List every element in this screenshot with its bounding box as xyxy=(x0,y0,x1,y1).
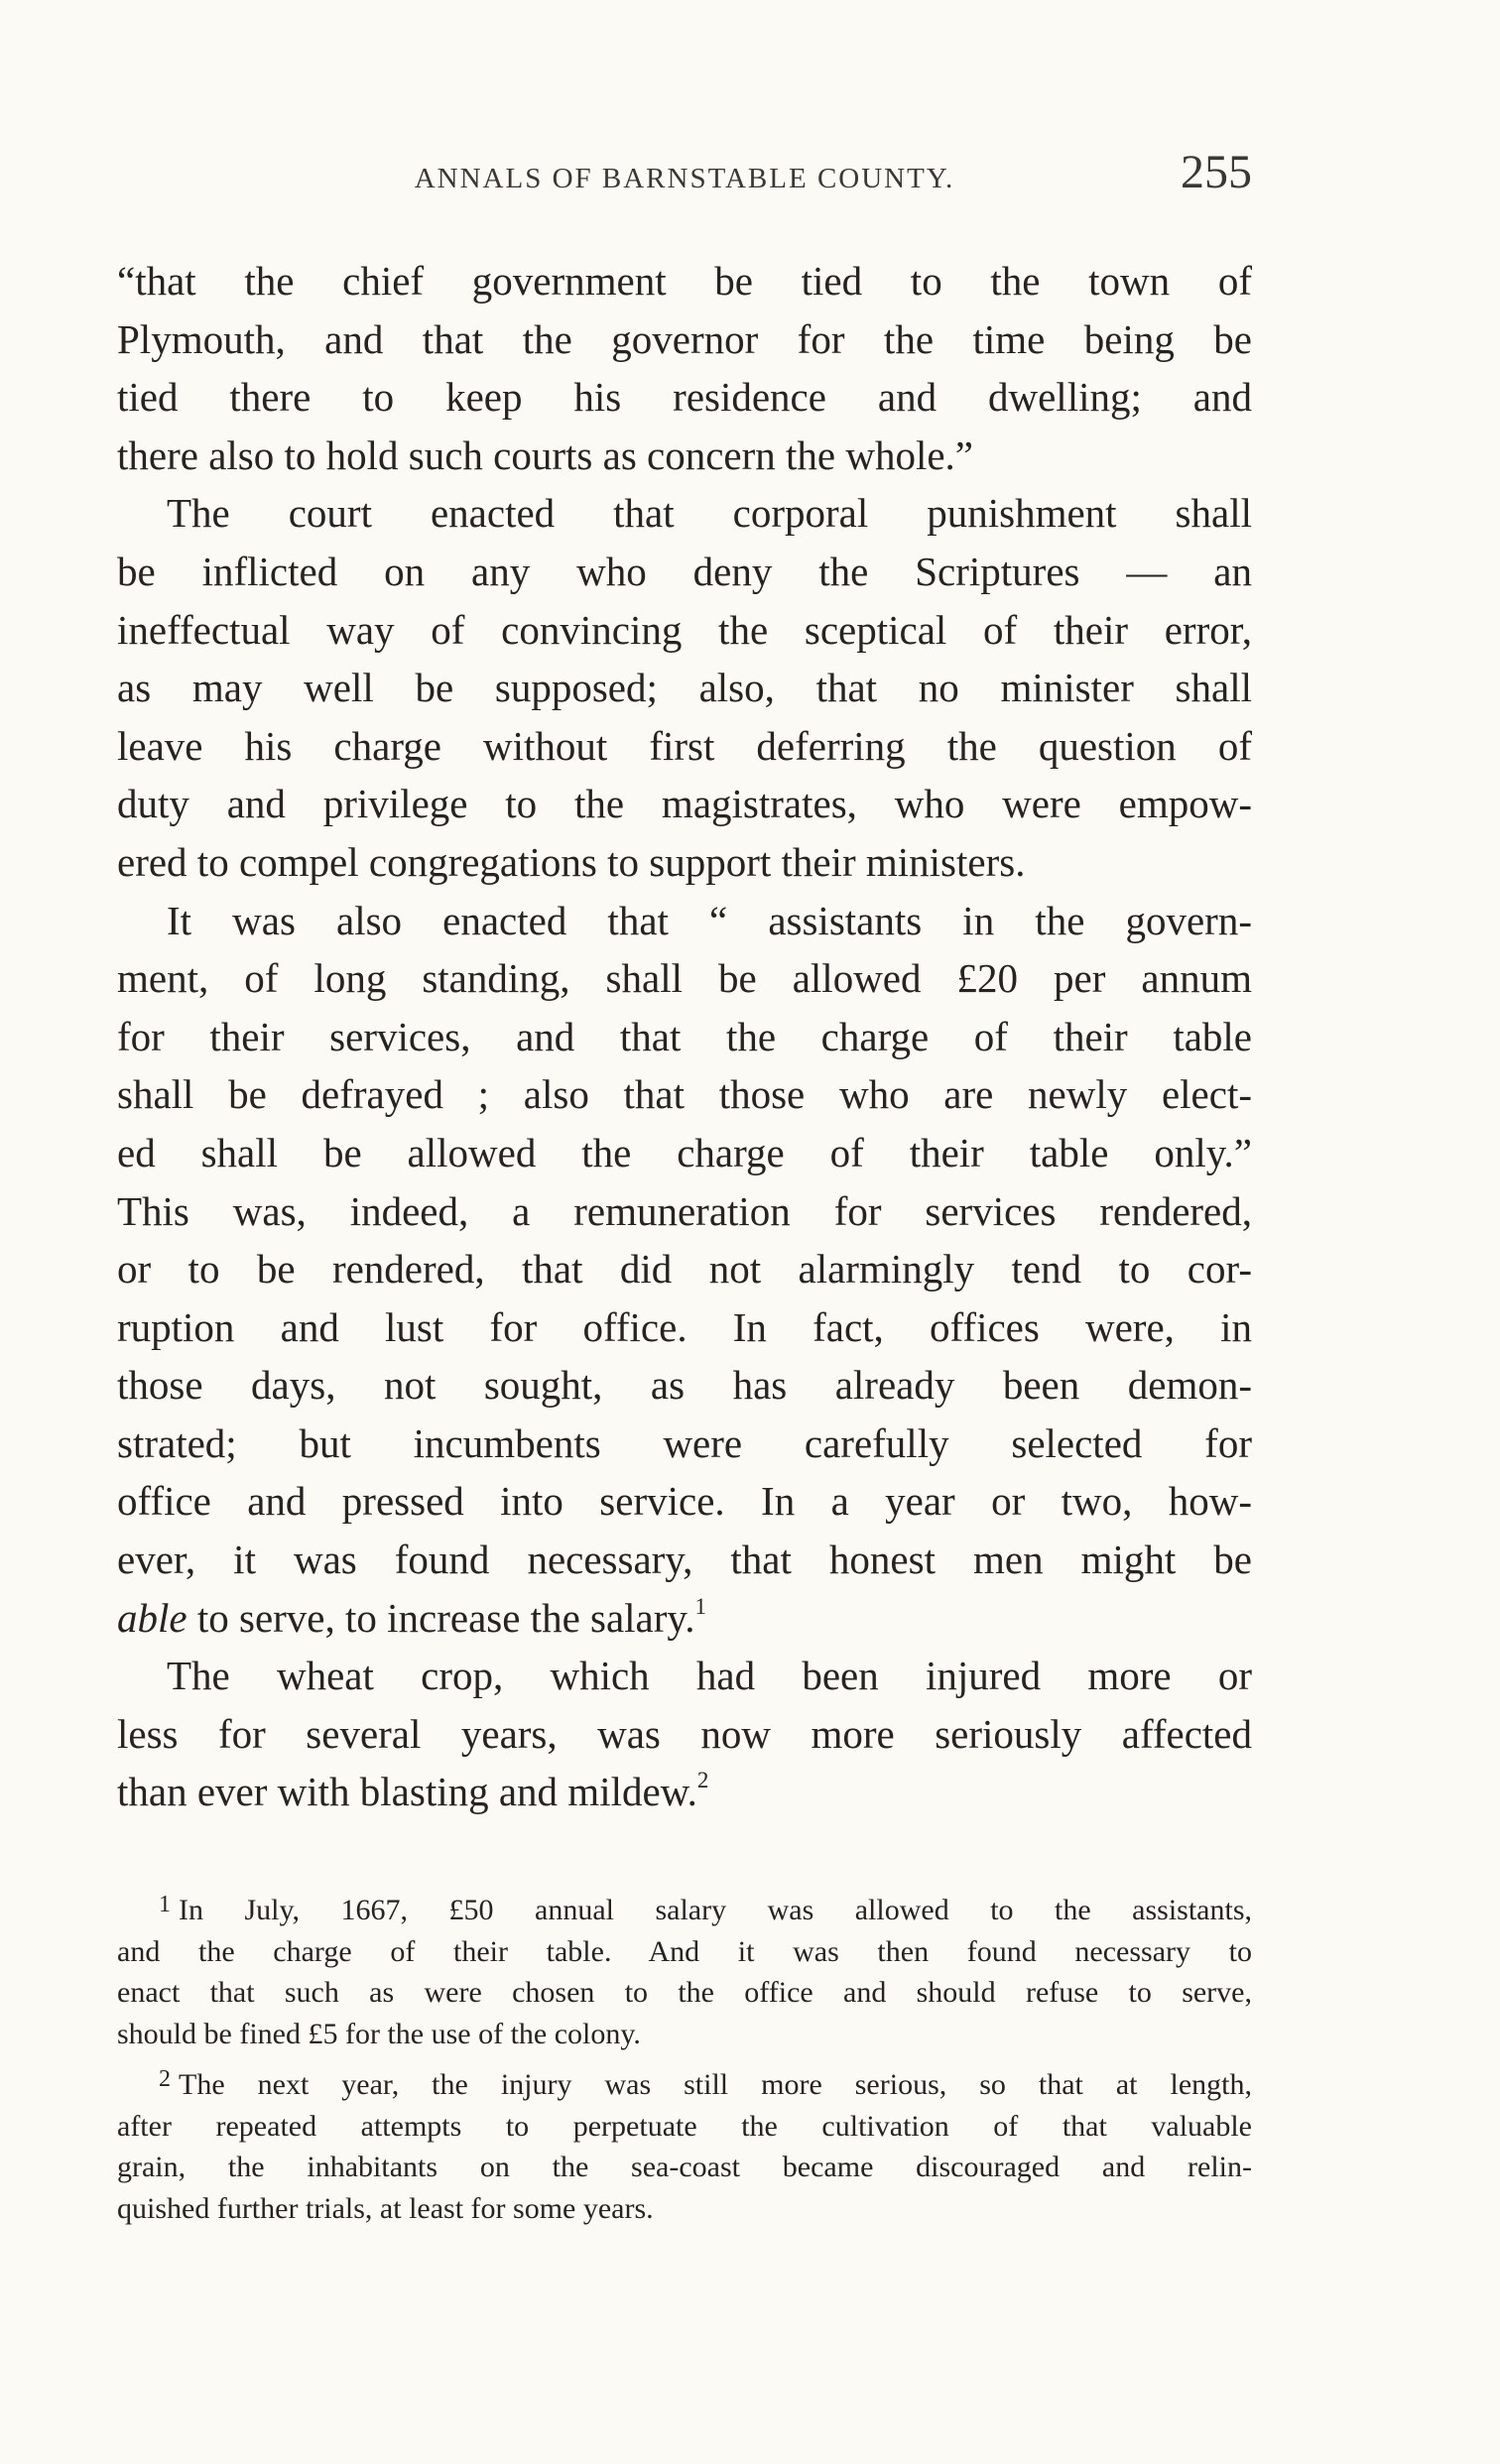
body-text xyxy=(117,252,1252,1821)
footnote-line xyxy=(117,1890,1252,1931)
text-line: those days, not sought, as has already been demon- xyxy=(117,1362,1252,1409)
text-line: be inflicted on any who deny the Scriptures — an xyxy=(117,548,1252,594)
text-span: In July, 1667, £50 annual salary was allowed to the assistants, xyxy=(179,1894,1252,1926)
text-span: than ever with blasting and mildew. xyxy=(117,1769,697,1815)
footnote-marker: 1 xyxy=(159,1892,171,1917)
text-line: as may well be supposed; also, that no minister shall xyxy=(117,665,1252,711)
footnote-line: grain, the inhabitants on the sea-coast became discouraged and relin- xyxy=(117,2151,1252,2183)
footnotes xyxy=(117,1890,1252,2229)
text-line: strated; but incumbents were carefully selected for xyxy=(117,1419,1252,1466)
text-line xyxy=(117,1763,1252,1821)
text-line: It was also enacted that “ assistants in the govern- xyxy=(167,897,1252,943)
text-line: tied there to keep his residence and dwelling; and xyxy=(117,374,1252,421)
footnote-line: quished further trials, at least for some years. xyxy=(117,2191,654,2225)
text-line: shall be defrayed ; also that those who are newly elect- xyxy=(117,1071,1252,1118)
footnote-ref: 2 xyxy=(696,1768,709,1793)
footnote-line: and the charge of their table. And it was then found necessary to xyxy=(117,1934,1252,1968)
text-line: This was, indeed, a remuneration for services rendered, xyxy=(117,1187,1252,1234)
italic-word: able xyxy=(117,1594,188,1641)
footnote-spacer xyxy=(117,2054,1252,2064)
text-line: Plymouth, and that the governor for the time being be xyxy=(117,315,1252,362)
text-line: ed shall be allowed the charge of their table only.” xyxy=(117,1129,1252,1175)
text-line: for their services, and that the charge of their table xyxy=(117,1013,1252,1059)
text-span: to serve, to increase the salary. xyxy=(187,1594,695,1641)
text-line: The court enacted that corporal punishment shall xyxy=(167,490,1252,537)
footnote-line xyxy=(117,2064,1252,2106)
running-title: ANNALS OF BARNSTABLE COUNTY. xyxy=(414,163,955,194)
text-line: ever, it was found necessary, that honest men might be xyxy=(117,1537,1252,1583)
text-line: less for several years, was now more seriously affected xyxy=(117,1710,1252,1757)
footnote-line: enact that such as were chosen to the office and should refuse to serve, xyxy=(117,1976,1252,2009)
text-line: ruption and lust for office. In fact, offices were, in xyxy=(117,1303,1252,1350)
text-line: there also to hold such courts as concern the whole.” xyxy=(117,431,974,478)
text-line: ered to compel congregations to support their ministers. xyxy=(117,838,1026,885)
text-line: “that the chief government be tied to the town of xyxy=(117,258,1252,304)
footnote-line: should be fined £5 for the use of the colony. xyxy=(117,2017,641,2050)
text-span: The next year, the injury was still more serious, so that at length, xyxy=(179,2068,1252,2101)
text-line: The wheat crop, which had been injured more or xyxy=(167,1653,1252,1699)
text-line: ment, of long standing, shall be allowed £20 per annum xyxy=(117,955,1252,1002)
footnote-line: after repeated attempts to perpetuate the cultivation of that valuable xyxy=(117,2109,1252,2143)
text-line: duty and privilege to the magistrates, who were empow- xyxy=(117,781,1252,827)
page-header xyxy=(117,139,1252,210)
text-line: leave his charge without first deferring the question of xyxy=(117,722,1252,769)
text-line xyxy=(117,1589,1252,1648)
text-line: ineffectual way of convincing the sceptical of their error, xyxy=(117,606,1252,653)
text-line: office and pressed into service. In a year or two, how- xyxy=(117,1478,1252,1525)
footnote-marker: 2 xyxy=(159,2066,171,2092)
text-line: or to be rendered, that did not alarmingly tend to cor- xyxy=(117,1246,1252,1293)
footnote-ref: 1 xyxy=(694,1593,706,1619)
page-number: 255 xyxy=(1181,146,1252,198)
